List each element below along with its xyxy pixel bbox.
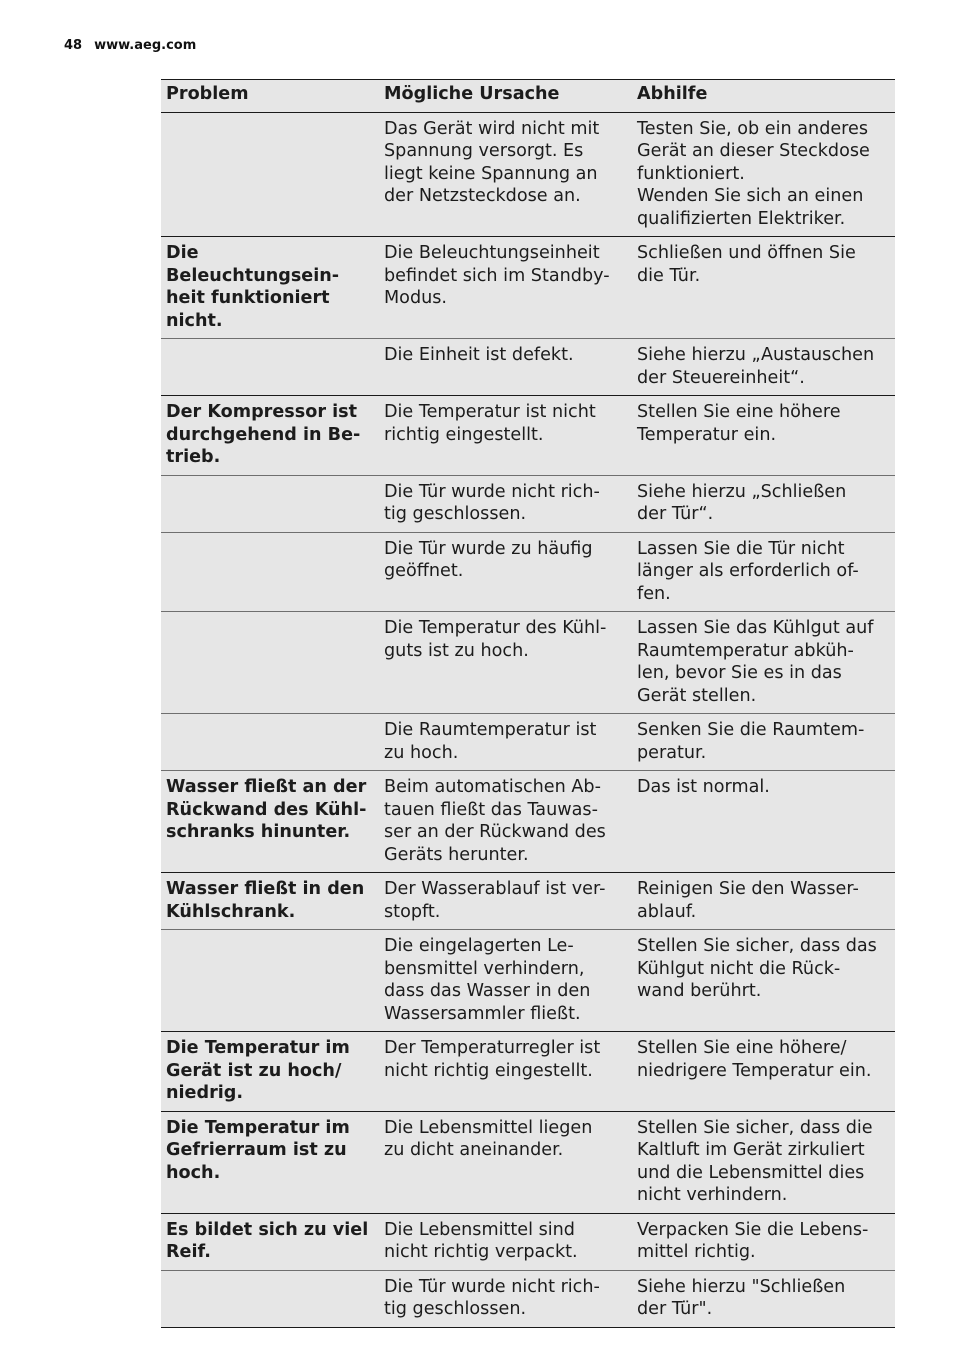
table-row: [161, 396, 895, 476]
cause-cell: Der Temperaturregler ist nicht richtig eingestellt.: [384, 1038, 601, 1081]
problem-cell: Wasser fließt an der Rückwand des Kühl- schranks hinunter.: [166, 777, 367, 842]
cause-cell: Die Lebensmittel sind nicht richtig verpackt.: [384, 1219, 578, 1262]
cause-cell: Die Beleuchtungseinheit befindet sich im Standby- Modus.: [384, 243, 610, 308]
cause-cell: Die Tür wurde zu häufig geöffnet.: [384, 538, 593, 581]
table-row: [161, 714, 895, 771]
table-row: [161, 532, 895, 612]
table-row: [161, 339, 895, 396]
troubleshooting-table: [161, 79, 895, 1328]
remedy-cell: Siehe hierzu „Austauschen der Steuereinheit“.: [637, 345, 875, 388]
problem-cell: Die Beleuchtungsein- heit funktioniert nicht.: [166, 243, 340, 331]
cause-cell: Die Temperatur des Kühl- guts ist zu hoch.: [384, 618, 607, 661]
cause-cell: Die eingelagerten Le- bensmittel verhindern, dass das Wasser in den Wassersammler fließt.: [384, 936, 591, 1024]
problem-cell: [161, 475, 379, 532]
problem-cell: [161, 714, 379, 771]
remedy-cell: Stellen Sie eine höhere/ niedrigere Temperatur ein.: [637, 1038, 872, 1081]
remedy-cell: Siehe hierzu „Schließen der Tür“.: [637, 481, 847, 524]
remedy-cell: Stellen Sie sicher, dass das Kühlgut nicht die Rück- wand berührt.: [637, 936, 877, 1001]
cause-cell: Die Lebensmittel liegen zu dicht aneinander.: [384, 1117, 593, 1160]
cause-cell: Das Gerät wird nicht mit Spannung versorgt. Es liegt keine Spannung an der Netzsteckdose an.: [384, 118, 600, 206]
column-header-remedy: Abhilfe: [632, 80, 895, 113]
remedy-cell: Reinigen Sie den Wasser- ablauf.: [637, 879, 859, 922]
problem-cell: [161, 930, 379, 1032]
cause-cell: Beim automatischen Ab- tauen fließt das Tauwas- ser an der Rückwand des Geräts herunter.: [384, 777, 606, 865]
problem-cell: [161, 612, 379, 714]
column-header-cause: Mögliche Ursache: [379, 80, 632, 113]
problem-cell: Die Temperatur im Gefrierraum ist zu hoch.: [166, 1117, 350, 1183]
remedy-cell: Das ist normal.: [637, 777, 770, 797]
site-url: www.aeg.com: [94, 38, 197, 53]
cause-cell: Die Raumtemperatur ist zu hoch.: [384, 720, 597, 763]
table-row: [161, 1270, 895, 1327]
remedy-cell: Stellen Sie eine höhere Temperatur ein.: [637, 402, 841, 445]
table-row: [161, 930, 895, 1032]
remedy-cell: Siehe hierzu "Schließen der Tür".: [637, 1276, 846, 1319]
problem-cell: [161, 112, 379, 237]
cause-cell: Die Temperatur ist nicht richtig eingestellt.: [384, 402, 596, 445]
table-row: [161, 475, 895, 532]
table-row: [161, 1111, 895, 1213]
remedy-cell: Verpacken Sie die Lebens- mittel richtig.: [637, 1219, 869, 1262]
remedy-cell: Stellen Sie sicher, dass die Kaltluft im Gerät zirkuliert und die Lebensmittel dies nicht verhindern.: [637, 1117, 873, 1205]
table-header-row: [161, 80, 895, 113]
column-header-problem: Problem: [161, 80, 379, 113]
problem-cell: Der Kompressor ist durchgehend in Be- trieb.: [166, 402, 361, 467]
cause-cell: Der Wasserablauf ist ver- stopft.: [384, 879, 606, 922]
remedy-cell: Schließen und öffnen Sie die Tür.: [637, 243, 856, 286]
table-row: [161, 112, 895, 237]
page-number: 48: [64, 38, 83, 53]
problem-cell: [161, 339, 379, 396]
page-header: [64, 38, 196, 53]
table-row: [161, 612, 895, 714]
table-row: [161, 1213, 895, 1270]
problem-cell: [161, 1270, 379, 1327]
remedy-cell: Senken Sie die Raumtem- peratur.: [637, 720, 865, 763]
remedy-cell: Testen Sie, ob ein anderes Gerät an dieser Steckdose funktioniert. Wenden Sie sich an einen qualifizierten Elektriker.: [637, 118, 870, 229]
table-row: [161, 771, 895, 873]
cause-cell: Die Tür wurde nicht rich- tig geschlossen.: [384, 481, 600, 524]
problem-cell: Die Temperatur im Gerät ist zu hoch/ niedrig.: [166, 1038, 350, 1103]
table-row: [161, 237, 895, 339]
remedy-cell: Lassen Sie die Tür nicht länger als erforderlich of- fen.: [637, 538, 859, 604]
problem-cell: [161, 532, 379, 612]
cause-cell: Die Einheit ist defekt.: [384, 345, 574, 365]
cause-cell: Die Tür wurde nicht rich- tig geschlossen.: [384, 1276, 600, 1319]
problem-cell: Es bildet sich zu viel Reif.: [166, 1219, 369, 1262]
table-row: [161, 873, 895, 930]
table-row: [161, 1032, 895, 1112]
table-body: [161, 112, 895, 1327]
remedy-cell: Lassen Sie das Kühlgut auf Raumtemperatur abküh- len, bevor Sie es in das Gerät stellen.: [637, 618, 874, 706]
problem-cell: Wasser fließt in den Kühlschrank.: [166, 879, 365, 922]
